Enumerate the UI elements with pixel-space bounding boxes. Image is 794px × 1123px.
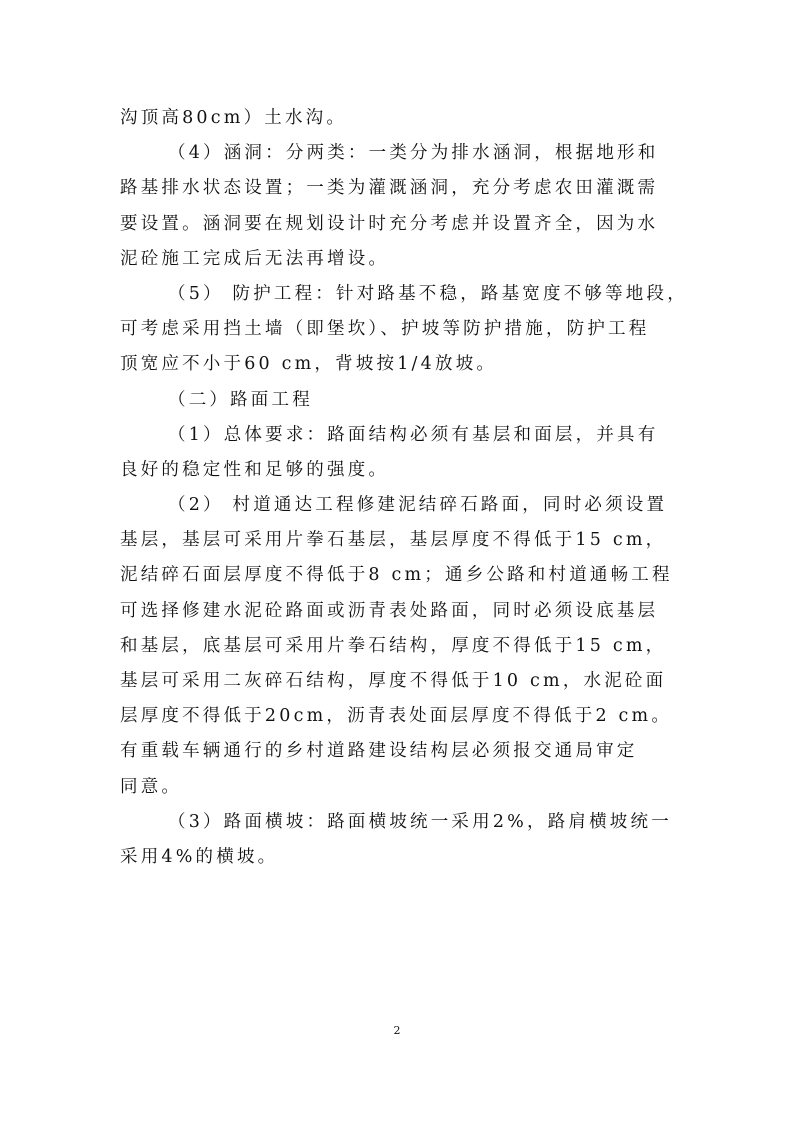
text-line: 路基排水状态设置；一类为灌溉涵洞，充分考虑农田灌溉需 xyxy=(120,178,659,199)
text-line: 同意。 xyxy=(120,776,183,797)
text-line: 基层可采用二灰碎石结构，厚度不得低于10 cm，水泥砼面 xyxy=(120,671,667,691)
document-body xyxy=(120,101,688,875)
text-line: 可考虑采用挡土墙（即堡坎）、护坡等防护措施，防护工程 xyxy=(120,319,650,340)
text-line: 采用4%的横坡。 xyxy=(120,846,279,867)
section-heading: （二）路面工程 xyxy=(168,389,313,410)
text-line: 和基层，底基层可采用片拳石结构，厚度不得低于15 cm， xyxy=(120,635,667,656)
text-line: 基层，基层可采用片拳石基层，基层厚度不得低于15 cm， xyxy=(120,530,667,551)
page-number: 2 xyxy=(393,1024,401,1037)
text-line: 沟顶高80cm）土水沟。 xyxy=(120,108,348,128)
text-line: 有重载车辆通行的乡村道路建设结构层必须报交通局审定 xyxy=(120,741,638,762)
text-line: （2） 村道通达工程修建泥结碎石路面，同时必须设置 xyxy=(168,495,668,516)
text-line: （4）涵洞：分两类：一类分为排水涵洞，根据地形和 xyxy=(168,143,659,164)
text-line: （3）路面横坡：路面横坡统一采用2%，路肩横坡统一 xyxy=(168,811,672,832)
text-line: 顶宽应不小于60 cm，背坡按1/4放坡。 xyxy=(120,354,498,375)
text-line: 良好的稳定性和足够的强度。 xyxy=(120,459,390,480)
text-line: 层厚度不得低于20cm，沥青表处面层厚度不得低于2 cm。 xyxy=(120,706,673,727)
text-line: 泥砼施工完成后无法再增设。 xyxy=(120,248,390,269)
text-line: 泥结碎石面层厚度不得低于8 cm；通乡公路和村道通畅工程 xyxy=(120,565,673,586)
text-line: 要设置。涵洞要在规划设计时充分考虑并设置齐全，因为水 xyxy=(120,213,659,234)
text-line: 可选择修建水泥砼路面或沥青表处路面，同时必须设底基层 xyxy=(120,600,659,621)
text-line: （1）总体要求：路面结构必须有基层和面层，并具有 xyxy=(168,424,659,445)
text-line: （5） 防护工程：针对路基不稳，路基宽度不够等地段， xyxy=(168,283,688,304)
